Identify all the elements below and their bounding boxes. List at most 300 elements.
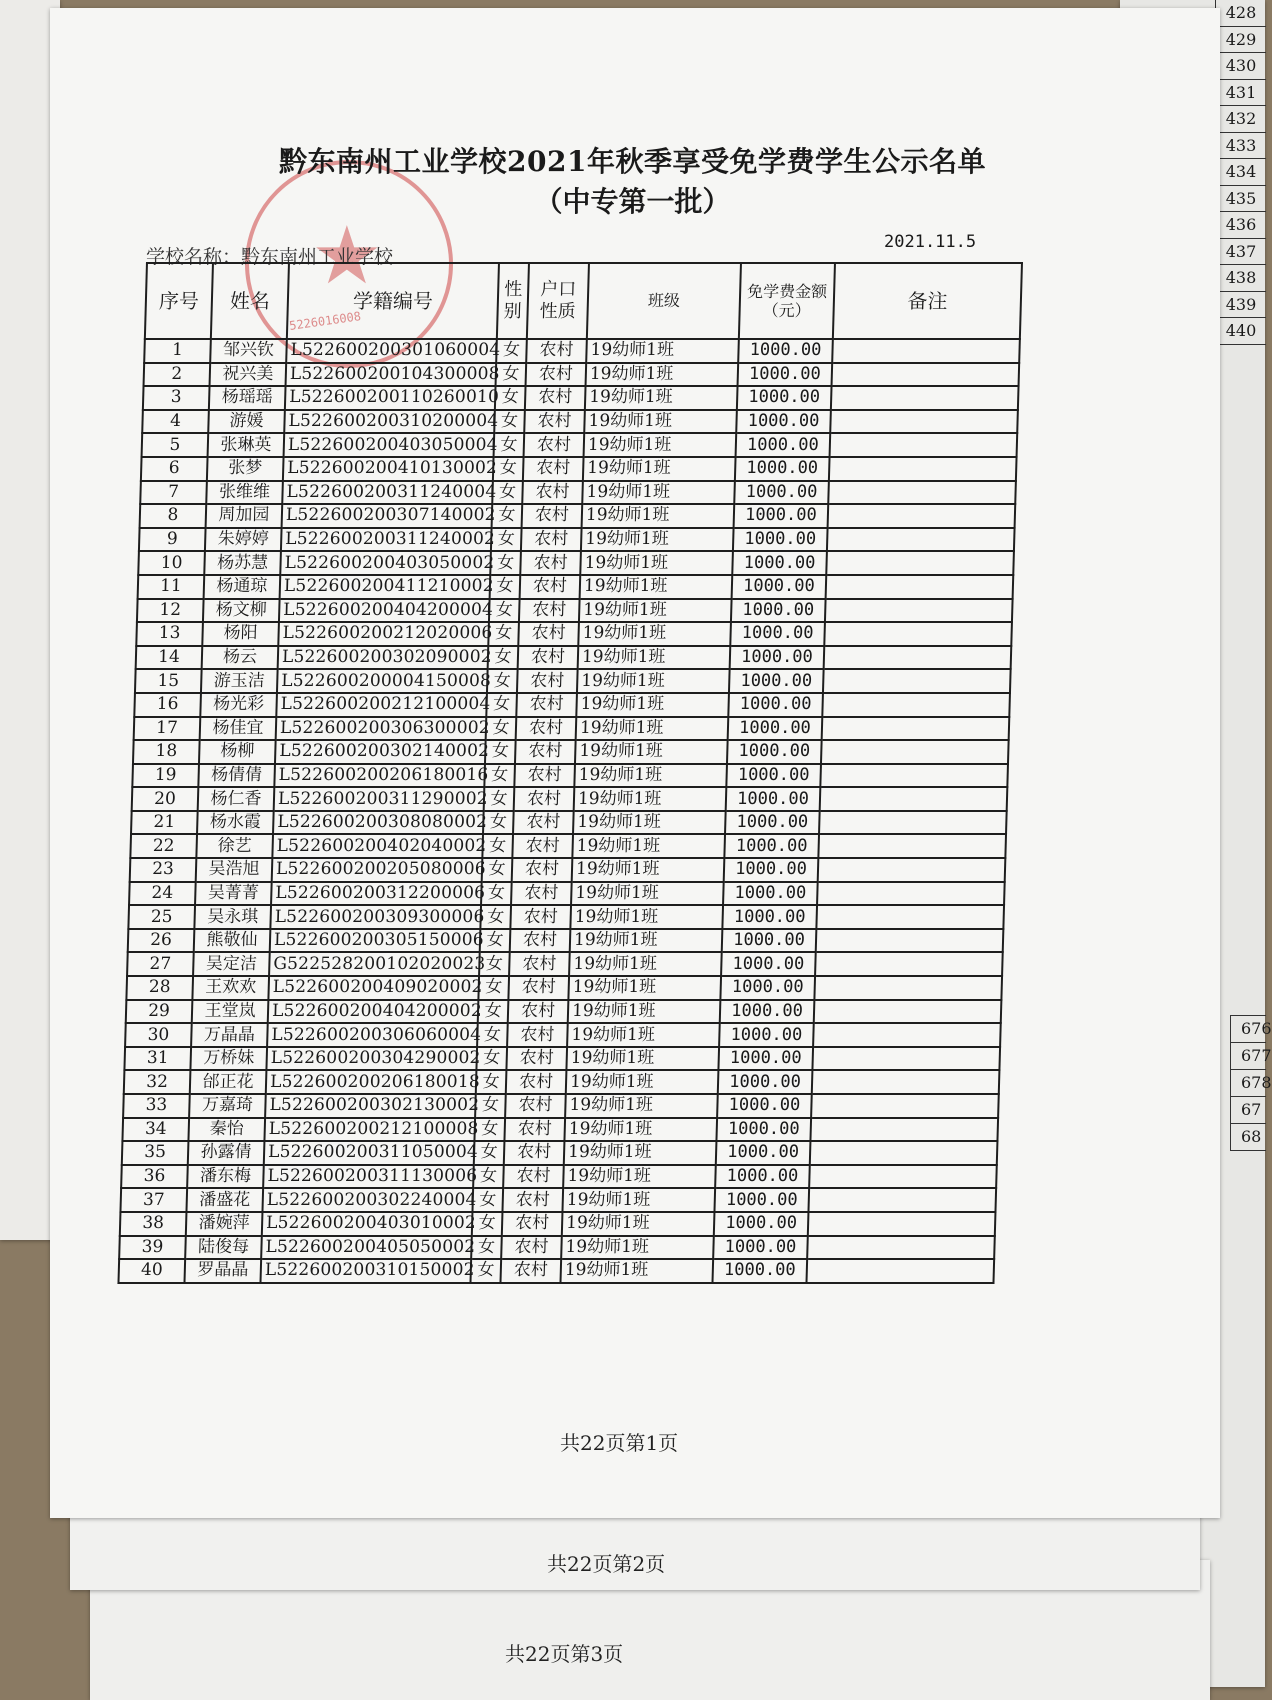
row-gender: 女: [492, 504, 523, 528]
row-student-id: L522600200302240004: [262, 1188, 473, 1212]
table-row: [135, 669, 1011, 693]
row-remark: [828, 504, 1016, 528]
row-remark: [830, 410, 1018, 434]
side-number: 434: [1216, 159, 1266, 186]
row-student-id: L522600200403010002: [262, 1212, 473, 1236]
row-index: 36: [121, 1165, 188, 1189]
row-amount: 1000.00: [718, 1070, 813, 1094]
table-row: [120, 1212, 996, 1236]
row-hukou: 农村: [510, 905, 571, 929]
row-gender: 女: [471, 1236, 502, 1260]
row-remark: [830, 433, 1018, 457]
row-gender: 女: [487, 669, 518, 693]
row-index: 27: [127, 952, 194, 976]
row-name: 杨云: [202, 646, 279, 670]
row-remark: [814, 976, 1002, 1000]
row-hukou: 农村: [515, 740, 576, 764]
document-title: 黔东南州工业学校2021年秋季享受免学费学生公示名单: [279, 145, 986, 178]
table-row: [122, 1141, 998, 1165]
row-gender: 女: [482, 834, 513, 858]
row-name: 吴永琪: [194, 905, 271, 929]
row-name: 张梦: [207, 457, 284, 481]
row-gender: 女: [484, 764, 515, 788]
row-remark: [810, 1141, 998, 1165]
row-student-id: L522600200311240004: [282, 481, 493, 505]
row-hukou: 农村: [524, 433, 585, 457]
row-index: 20: [132, 787, 199, 811]
table-row: [143, 386, 1019, 410]
row-student-id: L522600200309300006: [270, 905, 481, 929]
row-amount: 1000.00: [712, 1259, 807, 1283]
row-hukou: 农村: [507, 1023, 568, 1047]
row-class: 19幼师1班: [581, 528, 734, 552]
row-student-id: L522600200212100008: [264, 1118, 475, 1142]
row-gender: 女: [489, 599, 520, 623]
row-class: 19幼师1班: [578, 622, 731, 646]
row-student-id: L522600200403050002: [280, 551, 491, 575]
row-student-id: L522600200206180016: [274, 764, 485, 788]
row-gender: 女: [475, 1094, 506, 1118]
row-hukou: 农村: [514, 764, 575, 788]
row-student-id: L522600200305150006: [270, 929, 481, 953]
row-amount: 1000.00: [716, 1118, 811, 1142]
row-hukou: 农村: [508, 976, 569, 1000]
row-student-id: L522600200304290002: [266, 1047, 477, 1071]
row-hukou: 农村: [518, 646, 579, 670]
row-amount: 1000.00: [720, 976, 815, 1000]
row-amount: 1000.00: [728, 693, 823, 717]
row-name: 潘东梅: [187, 1165, 264, 1189]
row-hukou: 农村: [522, 504, 583, 528]
table-row: [130, 834, 1006, 858]
row-class: 19幼师1班: [568, 1000, 721, 1024]
row-remark: [811, 1094, 999, 1118]
row-remark: [809, 1165, 997, 1189]
row-name: 杨倩倩: [198, 764, 275, 788]
row-amount: 1000.00: [738, 363, 833, 387]
row-amount: 1000.00: [734, 481, 829, 505]
row-remark: [820, 764, 1008, 788]
row-index: 25: [128, 905, 195, 929]
table-row: [139, 528, 1015, 552]
row-name: 潘婉萍: [186, 1212, 263, 1236]
row-hukou: 农村: [520, 551, 581, 575]
row-remark: [824, 622, 1012, 646]
row-name: 徐艺: [196, 834, 273, 858]
row-class: 19幼师1班: [568, 976, 721, 1000]
row-name: 罗晶晶: [184, 1259, 261, 1283]
row-hukou: 农村: [508, 1000, 569, 1024]
row-hukou: 农村: [502, 1212, 563, 1236]
row-gender: 女: [480, 929, 511, 953]
table-row: [138, 551, 1014, 575]
row-class: 19幼师1班: [586, 339, 739, 363]
row-class: 19幼师1班: [585, 386, 738, 410]
row-student-id: L522600200409020002: [268, 976, 479, 1000]
row-gender: 女: [488, 646, 519, 670]
row-index: 21: [131, 811, 198, 835]
row-student-id: L522600200411210002: [280, 575, 491, 599]
row-class: 19幼师1班: [567, 1023, 720, 1047]
side-number: 432: [1216, 106, 1266, 133]
row-class: 19幼师1班: [586, 363, 739, 387]
table-row: [120, 1188, 996, 1212]
table-row: [126, 976, 1002, 1000]
table-row: [138, 575, 1014, 599]
row-name: 吴浩旭: [196, 858, 273, 882]
table-row: [144, 339, 1020, 363]
row-gender: 女: [470, 1259, 501, 1283]
seal-star-icon: ★: [311, 209, 383, 302]
row-index: 6: [141, 457, 208, 481]
row-remark: [819, 811, 1007, 835]
row-name: 张维维: [206, 481, 283, 505]
table-row: [125, 1023, 1001, 1047]
row-name: 祝兴美: [210, 363, 287, 387]
row-student-id: L522600200311130006: [263, 1165, 474, 1189]
table-row: [132, 787, 1008, 811]
row-index: 4: [142, 410, 209, 434]
row-gender: 女: [478, 1000, 509, 1024]
table-row: [142, 433, 1018, 457]
row-gender: 女: [481, 882, 512, 906]
row-remark: [827, 528, 1015, 552]
side-number: 429: [1216, 27, 1266, 54]
row-hukou: 农村: [521, 528, 582, 552]
table-row: [124, 1070, 1000, 1094]
row-hukou: 农村: [522, 481, 583, 505]
table-row: [130, 858, 1006, 882]
row-remark: [816, 929, 1004, 953]
row-index: 23: [130, 858, 197, 882]
row-class: 19幼师1班: [580, 575, 733, 599]
row-index: 2: [144, 363, 211, 387]
table-row: [122, 1118, 998, 1142]
row-remark: [816, 905, 1004, 929]
row-class: 19幼师1班: [573, 811, 726, 835]
row-class: 19幼师1班: [560, 1259, 713, 1283]
side-number: 430: [1216, 53, 1266, 80]
row-class: 19幼师1班: [582, 504, 735, 528]
row-class: 19幼师1班: [583, 457, 736, 481]
row-hukou: 农村: [503, 1165, 564, 1189]
row-class: 19幼师1班: [565, 1094, 718, 1118]
row-remark: [808, 1188, 996, 1212]
row-amount: 1000.00: [726, 764, 821, 788]
page-2-footer: 共22页第2页: [547, 1552, 666, 1576]
row-remark: [831, 386, 1019, 410]
row-index: 28: [126, 976, 193, 1000]
row-index: 16: [134, 693, 201, 717]
row-remark: [815, 952, 1003, 976]
row-amount: 1000.00: [717, 1094, 812, 1118]
row-remark: [826, 551, 1014, 575]
row-name: 万晶晶: [191, 1023, 268, 1047]
header-amount: 免学费金额（元）: [739, 263, 835, 339]
row-index: 19: [132, 764, 199, 788]
side-number: 435: [1216, 186, 1266, 213]
table-row: [141, 457, 1017, 481]
table-row: [142, 410, 1018, 434]
side-number: 678: [1231, 1070, 1266, 1097]
row-gender: 女: [490, 575, 521, 599]
row-index: 24: [129, 882, 196, 906]
row-name: 吴菁菁: [195, 882, 272, 906]
row-student-id: L522600200302130002: [265, 1094, 476, 1118]
row-index: 11: [138, 575, 205, 599]
row-remark: [808, 1212, 996, 1236]
row-amount: 1000.00: [715, 1165, 810, 1189]
row-class: 19幼师1班: [570, 929, 723, 953]
row-class: 19幼师1班: [584, 410, 737, 434]
row-index: 40: [118, 1259, 185, 1283]
row-remark: [814, 1000, 1002, 1024]
row-amount: 1000.00: [732, 575, 827, 599]
row-gender: 女: [476, 1047, 507, 1071]
row-hukou: 农村: [506, 1047, 567, 1071]
table-row: [126, 1000, 1002, 1024]
row-amount: 1000.00: [730, 622, 825, 646]
row-student-id: L522600200404200002: [268, 1000, 479, 1024]
row-student-id: L522600200404200004: [279, 599, 490, 623]
row-name: 万桥妹: [190, 1047, 267, 1071]
row-remark: [832, 339, 1020, 363]
row-amount: 1000.00: [730, 646, 825, 670]
row-hukou: 农村: [518, 622, 579, 646]
row-name: 杨仁香: [198, 787, 275, 811]
row-student-id: L522600200212100004: [276, 693, 487, 717]
row-index: 5: [142, 433, 209, 457]
row-gender: 女: [473, 1165, 504, 1189]
row-amount: 1000.00: [722, 905, 817, 929]
row-remark: [817, 882, 1005, 906]
row-gender: 女: [486, 693, 517, 717]
side-number: 437: [1216, 239, 1266, 266]
row-gender: 女: [472, 1212, 503, 1236]
row-class: 19幼师1班: [571, 882, 724, 906]
row-gender: 女: [483, 811, 514, 835]
header-hukou: 户口性质: [527, 263, 589, 339]
row-class: 19幼师1班: [562, 1188, 715, 1212]
header-index: 序号: [145, 263, 213, 339]
row-amount: 1000.00: [728, 717, 823, 741]
row-remark: [824, 646, 1012, 670]
row-student-id: L522600200405050002: [261, 1236, 472, 1260]
row-student-id: L522600200403050004: [284, 433, 495, 457]
row-amount: 1000.00: [727, 740, 822, 764]
row-class: 19幼师1班: [572, 834, 725, 858]
row-hukou: 农村: [516, 717, 577, 741]
row-student-id: L522600200004150008: [277, 669, 488, 693]
row-gender: 女: [474, 1118, 505, 1142]
row-hukou: 农村: [512, 858, 573, 882]
row-student-id: L522600200205080006: [272, 858, 483, 882]
row-index: 8: [140, 504, 207, 528]
row-amount: 1000.00: [720, 1000, 815, 1024]
row-hukou: 农村: [504, 1141, 565, 1165]
row-class: 19幼师1班: [579, 599, 732, 623]
row-remark: [826, 575, 1014, 599]
header-class: 班级: [587, 263, 741, 339]
side-number: 436: [1216, 212, 1266, 239]
row-gender: 女: [480, 905, 511, 929]
header-remark: 备注: [833, 263, 1022, 339]
row-class: 19幼师1班: [576, 717, 729, 741]
table-row: [127, 952, 1003, 976]
row-index: 7: [140, 481, 207, 505]
row-amount: 1000.00: [729, 669, 824, 693]
row-gender: 女: [490, 551, 521, 575]
row-class: 19幼师1班: [564, 1118, 717, 1142]
row-class: 19幼师1班: [561, 1236, 714, 1260]
row-student-id: L522600200212020006: [278, 622, 489, 646]
row-amount: 1000.00: [718, 1047, 813, 1071]
row-hukou: 农村: [526, 363, 587, 387]
row-hukou: 农村: [520, 575, 581, 599]
row-name: 秦怡: [188, 1118, 265, 1142]
row-index: 35: [122, 1141, 189, 1165]
row-student-id: L522600200311240002: [281, 528, 492, 552]
row-class: 19幼师1班: [569, 952, 722, 976]
row-hukou: 农村: [524, 410, 585, 434]
row-student-id: L522600200302090002: [278, 646, 489, 670]
row-index: 33: [123, 1094, 190, 1118]
side-index-column-bottom: [1230, 1015, 1272, 1151]
row-name: 杨苏慧: [204, 551, 281, 575]
row-name: 张琳英: [208, 433, 285, 457]
row-index: 32: [124, 1070, 191, 1094]
side-number: 676: [1231, 1016, 1266, 1043]
row-hukou: 农村: [512, 834, 573, 858]
row-name: 万嘉琦: [189, 1094, 266, 1118]
row-amount: 1000.00: [736, 433, 831, 457]
table-row: [136, 646, 1012, 670]
row-index: 15: [135, 669, 202, 693]
row-name: 潘盛花: [186, 1188, 263, 1212]
row-amount: 1000.00: [726, 787, 821, 811]
row-gender: 女: [478, 976, 509, 1000]
row-index: 10: [138, 551, 205, 575]
row-index: 22: [130, 834, 197, 858]
seal-code: 5226016008: [288, 309, 362, 333]
row-index: 39: [119, 1236, 186, 1260]
row-class: 19幼师1班: [584, 433, 737, 457]
table-row: [134, 693, 1010, 717]
row-index: 1: [144, 339, 211, 363]
side-number: 431: [1216, 80, 1266, 107]
row-index: 12: [137, 599, 204, 623]
row-index: 34: [122, 1118, 189, 1142]
row-index: 30: [125, 1023, 192, 1047]
row-gender: 女: [476, 1070, 507, 1094]
side-number: 438: [1216, 265, 1266, 292]
table-row: [121, 1165, 997, 1189]
table-row: [118, 1259, 994, 1283]
row-index: 29: [126, 1000, 193, 1024]
row-hukou: 农村: [523, 457, 584, 481]
row-hukou: 农村: [510, 929, 571, 953]
row-index: 18: [133, 740, 200, 764]
row-amount: 1000.00: [723, 882, 818, 906]
row-hukou: 农村: [500, 1259, 561, 1283]
row-name: 陆俊每: [185, 1236, 262, 1260]
row-class: 19幼师1班: [576, 693, 729, 717]
row-remark: [812, 1070, 1000, 1094]
row-hukou: 农村: [526, 339, 587, 363]
table-row: [129, 882, 1005, 906]
row-amount: 1000.00: [738, 339, 833, 363]
table-row: [136, 622, 1012, 646]
row-remark: [813, 1023, 1001, 1047]
row-gender: 女: [482, 858, 513, 882]
row-gender: 女: [492, 481, 523, 505]
row-name: 熊敬仙: [194, 929, 271, 953]
row-hukou: 农村: [513, 811, 574, 835]
row-amount: 1000.00: [735, 457, 830, 481]
row-hukou: 农村: [501, 1236, 562, 1260]
row-gender: 女: [491, 528, 522, 552]
row-gender: 女: [495, 386, 526, 410]
table-row: [133, 740, 1009, 764]
table-row: [140, 504, 1016, 528]
row-index: 31: [124, 1047, 191, 1071]
row-name: 王欢欢: [192, 976, 269, 1000]
row-gender: 女: [496, 363, 527, 387]
row-hukou: 农村: [509, 952, 570, 976]
row-student-id: G522528200102020023: [269, 952, 480, 976]
row-class: 19幼师1班: [577, 669, 730, 693]
row-amount: 1000.00: [737, 386, 832, 410]
table-row: [132, 764, 1008, 788]
table-row: [128, 929, 1004, 953]
row-hukou: 农村: [506, 1070, 567, 1094]
row-gender: 女: [472, 1188, 503, 1212]
row-amount: 1000.00: [734, 504, 829, 528]
row-gender: 女: [494, 410, 525, 434]
row-class: 19幼师1班: [564, 1141, 717, 1165]
table-row: [131, 811, 1007, 835]
row-name: 邰正花: [190, 1070, 267, 1094]
row-class: 19幼师1班: [566, 1047, 719, 1071]
header-name: 姓名: [211, 263, 289, 339]
row-student-id: L522600200311050004: [264, 1141, 475, 1165]
row-student-id: L522600200301060004: [286, 339, 497, 363]
row-hukou: 农村: [504, 1118, 565, 1142]
row-student-id: L522600200310150002: [260, 1259, 471, 1283]
row-class: 19幼师1班: [566, 1070, 719, 1094]
row-remark: [812, 1047, 1000, 1071]
row-gender: 女: [479, 952, 510, 976]
side-number: 433: [1216, 133, 1266, 160]
row-remark: [821, 740, 1009, 764]
row-student-id: L522600200308080002: [273, 811, 484, 835]
header-gender: 性别: [497, 263, 529, 339]
row-class: 19幼师1班: [562, 1212, 715, 1236]
row-remark: [822, 693, 1010, 717]
row-remark: [806, 1259, 994, 1283]
row-student-id: L522600200306300002: [276, 717, 487, 741]
side-number: 428: [1216, 0, 1266, 27]
page-1-footer: 共22页第1页: [560, 1431, 679, 1455]
row-gender: 女: [486, 717, 517, 741]
table-row: [124, 1047, 1000, 1071]
row-remark: [822, 717, 1010, 741]
row-name: 邹兴钦: [210, 339, 287, 363]
table-row: [134, 717, 1010, 741]
row-class: 19幼师1班: [580, 551, 733, 575]
row-index: 37: [120, 1188, 187, 1212]
row-name: 吴定洁: [193, 952, 270, 976]
